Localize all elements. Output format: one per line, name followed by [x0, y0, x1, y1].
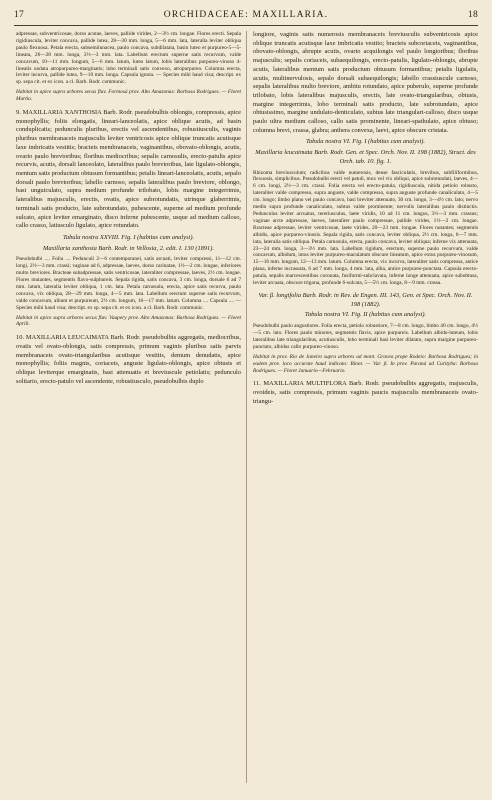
literature-reference-10: Maxillaria leucaimata Barb. Rodr. Gen. et Spec. Orch. Nov. II. 198 (1882), Struct. des Orch. tab. 10. fig. 1. [255, 149, 476, 165]
literature-reference-9: Maxillaria xanthosia Barb. Rodr. in Vellosia, 2. edit. I. 130 (1891). [43, 244, 214, 252]
habitat-note-9: Habitat in apice supra arbores secus fluv. Vaupery prov. Alto Amazonas: Barbosa Rodrigues. — Floret Aprili. [16, 314, 241, 328]
variety-reference: Var. β. longifolia Barb. Rodr. in Rev. de Engen. III. 143, Gen. et Spec. Orch. Nov. II. 198 (1882). [258, 291, 473, 308]
page-number-right: 18 [467, 10, 478, 20]
species-heading-11: 11. MAXILLARIA MULTIFLORA Barb. Rodr. pseudobulbis aggregatis, majusculis, ovoideis, satis compressis, primum vaginis paucis majusculis membranaceis ovato-triangu- [253, 380, 478, 405]
habitat-note-10: Habitat in prov. Rio de Janeiro supra arbores ad mont. Gravea prope Rodeio: Barbosa Rodrigues; in eadem prov. loco accurate haud indicato: Binot. — Var. β. In prov. Paraná ad Curityba: Barbosa Rodrigues. — Floret Januario—Februario. [253, 353, 478, 374]
page-number-left: 17 [14, 10, 25, 20]
paragraph-description-continued: adpressae, subventricosae, dorso acutae, laeves, pallide virides, 2—3½ cm. longae. Flores erecti. Sepala rigidiuscula, leviter concava, pallide lutea, 28—30 mm. longa, 5—6 mm. lata, lateralia leviter obliqua paulo flexuosa. Petala erecta, subsemilunacea, paulo concava, subdilatata, basin luteo et purpureo-5—5-lineata, 26—28 mm. longa, 3½—3 mm. lata. Labellum erectum superne satis recurvum, valde concavum, 10—11 mm. longum, 5—6 mm. latum, luteo latum, lobis lateralibus purpureo-vinoso 4-lineatis undata atropurpureo-marginatis; lobo terminali satis convexo, atropurpureo. Columna erecta, leviter incurva, pallide lutea, 9—10 mm. longa. Capsula ignota. — Species mihi haud visa; descript. ex sp. sepa cit. et ex icon. a cl. Barb. Rodr. communic. [16, 31, 241, 86]
running-title: ORCHIDACEAE: MAXILLARIA. [163, 10, 329, 20]
right-column [253, 31, 478, 791]
species-heading-10: 10. MAXILLARIA LEUCAIMATA Barb. Rodr. pseudobulbis aggregatis, mediocribus, ovatis vel ovato-oblongis, satis compressis, primum vaginis pluribus satis parvis membranaceis ovato-triangularibus acutisque vestitis, demum denudatis, apice monophyllis; foliis magnis, coriaceis, anguste ligulato-oblongis, apice obtusis et oblique leviterque emarginatis, basi attenuatis et breviuscule petiolatis; pedunculo solitario, erecto-patulo vel ascendente, robustiusculo, pseudobulbis duplo [16, 334, 241, 385]
species-description-10: Rhizoma breviusculum; radicibus valde numerosis, dense fasciculatis, brevibus, subfiliformibus, flexuosis, simplicibus. Pseudobulbi erecti vel patuli, mox vel vix obliqui, apice subrotundati, laeves, 4—6 cm. longi, 2½—3 cm. crassi. Folia erecta vel erecto-patula, rigidiuscula, nitida petiolo robusto, lateraliter valde compresso, supra anguste, valde compresso, supra anguste profunde canaliculato, 4—5 cm. longo; limbo plano vel paulo concavo, basi breviter attenuato, 30 cm. longo, 3—4½ cm. lato; nervo medio supra profunde canaliculato, subtus valde prominente; nervulis lateralibus paulo distinctis. Pedunculus leviter arcuatus, teretiusculus, laete viridis, 10 ad 11 cm. longus, 3½—3 mm. crassus; vaginae arcte adpressae, laeves, lateraliter paulo compressae, pallide virides, 1½—2 cm. longae. Bracteae adpressae, leviter ventricosae, laete virides, 20—23 mm. longae. Flores nutantes; segmentis albidis, apice purpureo-vinosis. Sepala rigida, satis concava, leviter obliqua, 2½ cm. longa, 6—7 mm. lata, lateralia satis obliqua. Petala carnosula, erecta, paulo concava, leviter obliqua; inferne vix attenuata, 23—24 mm. longa, 3—3½ mm. lata. Labellum rigidum, erectum, superne paulo recurvum, valde concavum, albidum, intus leviter purpureo-maculatum obscure lineatum, apice extus purpureo-vinosum, 15—16 mm. longum, 12—13 mm. latum. Columna erecta, vix incurva, lateraliter satis compressa, antice plana, inferne incrassata, 6 ad 7 mm. longa, 4 mm. lata, alba, antice purpureo-punctata. Capsula erecto-patula, sepalis marcescentibus coronata, fusiformi-subclavata, inferne longe attenuata, apice subobtusa, leviter arcuata, obscure trigona, profunde 6-sulcata, 5—5½ cm. longa, 8—9 mm. crassa. [253, 169, 478, 287]
left-column [16, 31, 241, 791]
page-header [14, 10, 478, 24]
plate-reference-variety: Tabula nostra VI. Fig. II (habitus cum analysi). [304, 311, 427, 319]
habitat-note: Habitat in apice supra arbores secus fluv. Formosá prov. Alto Amazonas: Barbosa Rodrigues. — Floret Martio. [16, 89, 241, 103]
header-rule [14, 25, 478, 26]
species-description-9: Pseudobulbi .... Folia .... Pedunculi 2—6 contemporanei, satis arcuati, leviter compressi, 11—12 cm. longi, 2½—3 mm. crassi; vaginae ad 6, adpressae, laeves, dorso carinatae, 1½—2 cm. longae, inferiores multo breviores. Bracteae subadpressae, satis ventricosae, lateraliter compressae, laeves, 2½ cm. longae. Flores mutantes, segmentis flavo-sulphureis. Sepala rigida, satis concava, 3 cm. longa, dorsale 6 ad 7 mm. latum, lateralia leviter obliqua, 1 cm. lata. Petala carnosula, erecta, apice satis recurva, paulo concava, vix obliqua, 28—29 mm. longa, 4—5 mm. lata. Labellum erectum superne satis recurvum, valde concavum, album et purpureum, 2½ cm. longum, 16—17 mm. latum. Columna .... Capsula .... — Species mihi haud visa; descript. ex sp. sepa cit. et ex icon. a cl. Barb. Rodr. communic. [16, 256, 241, 311]
plate-reference-9: Tabula nostra XXVIII. Fig. I (habitus cum analysi). [62, 233, 195, 241]
species-heading-9: 9. MAXILLARIA XANTHOSIA Barb. Rodr. pseudobulbis oblongis, compressis, apice monophyllis; foliis elongatis, lineari-lanceolatis, apice oblique acutis, ad basin conduplicatis; pedunculis pluribus, erectis vel ascendentibus, robustiusculis, vaginis pluribus membranaceis majusculis leviter ventricosis apice oblique truncatis acutisque laxe imbricatis vestitis; bracteis membranaceis, vaginantibus, obovato-oblongis, acutis, ovario paulo brevioribus; floribus mediocribus; sepalis carnosulis, erecto-patulis apice recurvis, acutis, dorsali lanceolato, lateralibus paulo brevioribus, late ligulato-oblongis, mentum satis productum obtusum formantibus; petalis lineari-lanceolatis, acutis, sepalo dorsali paulo brevioribus; labello carnoso, sepalis lateralibus paulo breviore, oblongo, basi unguiculato, supra medium profunde trilobato, lobis margine integerrimis, lateralibus majusculis, erectis, ovatis, apice subrotundatis, utrinque glaberrimis, terminali satis producto, late subrotundato, pubescente, superne ad medium profunde sulcato, apice leviter emarginato, disco inferne pubescente, usque ad medium calloso, callo crasso, latiusculo ligulato, apice rotundato. [16, 109, 241, 230]
species-heading-10-continued: longiore, vaginis satis numerosis membranaceis breviusculis subventricosis apice oblique truncatis acutisque laxe imbricatis vestito; bracteis subcoriaceis, vaginantibus, obovato-oblongis, abrupte acutis, ovario acquilongis vel paulo longioribus; floribus majusculis; sepalis coriaceis, subaequilongis, erecto-patulis, ligulato-oblongis, abrupte acutis, lateralibus mentum satis productum obtusum formantibus; petalis ligulatis, acutis, multinervulosis, sepalo dorsali subaequilongis; labello crassiuscule carnoso, sepalis lateralibus multo breviore, ambitu rotundato, apice puberulo, superne profunde trilobato, lobis lateralibus majusculis, erectis, late ovato-triangularibus, obtusis, margine integerrimis, lobo terminali satis producto, late subrotundato, apice obtusissimo, margine undulato-denticulato, subtus late triangulari-calloso, disco usque paulo ultra medium calloso, callo satis prominente, lineari-spathulato, apice obtuso; columna brevi, crassa, glabra; anthera convexa, laevi, apice obscure cristata. [253, 31, 478, 134]
variety-description: Pseudobulbi paulo angustiores. Folia erecta, petiolo robustiore, 7—8 cm. longo, limbo 40 cm. longo, 4½—5 cm. lato. Flores paulo minores, segmentis flavis, apice purpureis. Labellum albido-luteum, lobis lateralibus late triangularibus, acutiusculis, lobo terminali basi leviter dilatato, supra margine purpureo-punctato, albidus callo purpureo-vinoso. [253, 323, 478, 350]
column-divider [246, 31, 247, 783]
plate-reference-10: Tabula nostra VI. Fig. I (habitus cum analysi). [305, 138, 426, 146]
